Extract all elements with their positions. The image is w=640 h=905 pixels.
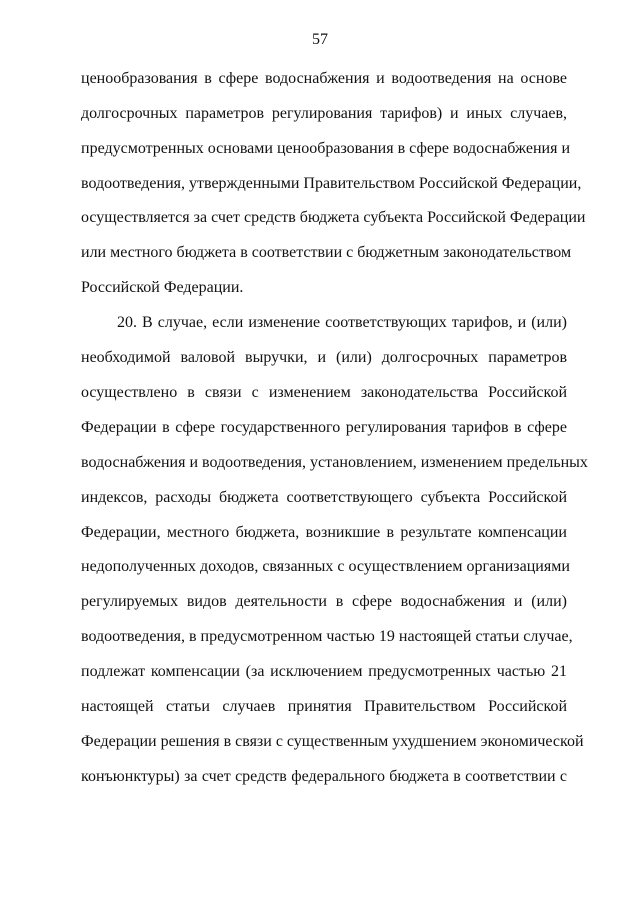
- text-line: предусмотренных основами ценообразования в сфере водоснабжения и: [81, 140, 571, 157]
- text-line: подлежат компенсации (за исключением предусмотренных частью 21: [81, 663, 567, 680]
- text-line: настоящей статьи случаев принятия Правительством Российской: [81, 698, 567, 715]
- text-line: осуществлено в связи с изменением законодательства Российской: [81, 384, 567, 401]
- text-line: водоотведения, утвержденными Правительством Российской Федерации,: [81, 175, 582, 192]
- text-line: регулируемых видов деятельности в сфере водоснабжения и (или): [81, 593, 567, 610]
- text-line: конъюнктуры) за счет средств федерального бюджета в соответствии с: [81, 768, 567, 785]
- text-line: водоснабжения и водоотведения, установлением, изменением предельных: [81, 454, 588, 471]
- text-line: долгосрочных параметров регулирования тарифов) и иных случаев,: [81, 105, 567, 122]
- text-line: индексов, расходы бюджета соответствующего субъекта Российской: [81, 489, 567, 506]
- paragraph-start-line: 20. В случае, если изменение соответствующих тарифов, и (или): [117, 314, 567, 331]
- text-line: необходимой валовой выручки, и (или) долгосрочных параметров: [81, 349, 567, 366]
- text-line: Российской Федерации.: [81, 279, 244, 296]
- text-line: осуществляется за счет средств бюджета субъекта Российской Федерации: [81, 209, 586, 226]
- text-line: Федерации в сфере государственного регулирования тарифов в сфере: [81, 419, 567, 436]
- text-line: Федерации решения в связи с существенным ухудшением экономической: [81, 733, 584, 750]
- page-number: 57: [312, 31, 328, 48]
- text-line: Федерации, местного бюджета, возникшие в результате компенсации: [81, 524, 567, 541]
- text-line: ценообразования в сфере водоснабжения и водоотведения на основе: [81, 70, 567, 87]
- text-line: недополученных доходов, связанных с осуществлением организациями: [81, 558, 570, 575]
- text-line: водоотведения, в предусмотренном частью 19 настоящей статьи случае,: [81, 628, 573, 645]
- text-line: или местного бюджета в соответствии с бюджетным законодательством: [81, 244, 572, 261]
